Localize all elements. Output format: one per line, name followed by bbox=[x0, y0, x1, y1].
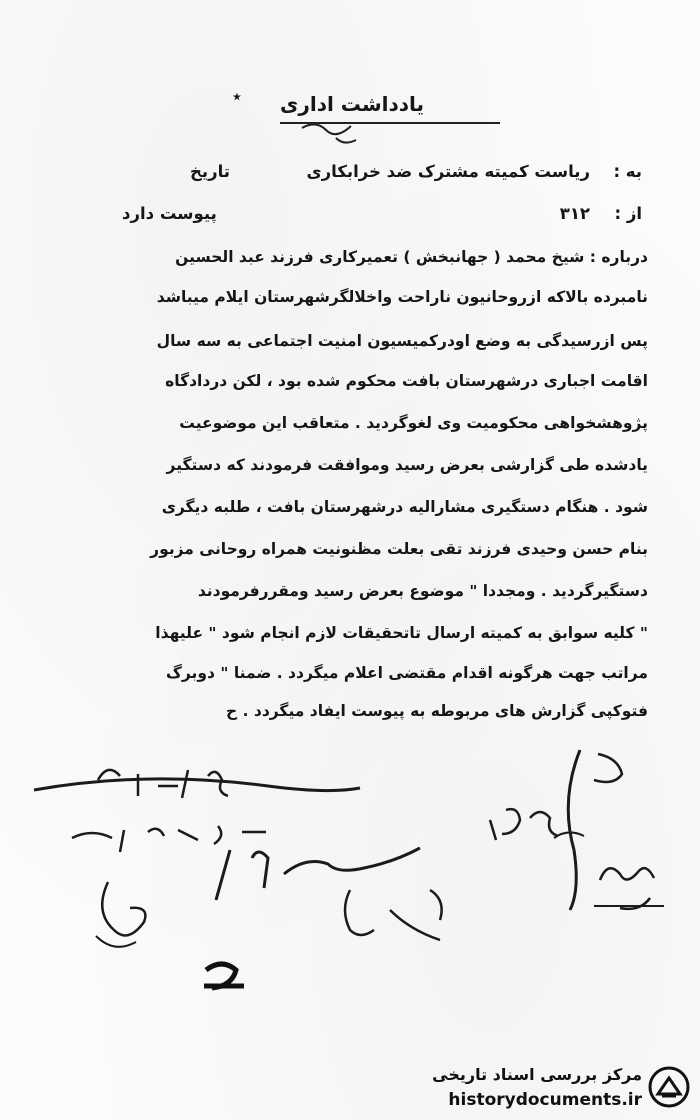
body-line: یادشده طی گزارشی بعرض رسید وموافقت فرمودند که دستگیر bbox=[166, 456, 648, 474]
body-line: پس ازرسیدگی به وضع اودرکمیسیون امنیت اجتماعی به سه سال bbox=[156, 332, 648, 350]
recipient-text: ریاست کمیته مشترک ضد خرابکاری bbox=[306, 162, 590, 181]
date-label: تاریخ bbox=[190, 162, 230, 181]
body-line: فتوکپی گزارش های مربوطه به پیوست ایفاد میگردد . ح bbox=[226, 702, 648, 720]
body-line: شود . هنگام دستگیری مشارالیه درشهرستان بافت ، طلبه دیگری bbox=[161, 498, 648, 516]
body-line: پژوهشخواهی محکومیت وی لغوگردید . متعاقب این موضوعیت bbox=[179, 414, 648, 432]
handwritten-initial-icon bbox=[590, 840, 670, 920]
book-stamp-icon bbox=[648, 1066, 690, 1108]
attachment-label: پیوست دارد bbox=[122, 204, 217, 223]
handwritten-referral-note-icon bbox=[200, 830, 480, 950]
body-line: درباره : شیخ محمد ( جهانبخش ) تعمیرکاری فرزند عبد الحسین bbox=[175, 248, 648, 266]
body-line: دستگیرگردید . ومجددا " موضوع بعرض رسید ومقررفرمودند bbox=[197, 582, 648, 600]
title-scribble-icon bbox=[296, 110, 376, 150]
from-label: از : bbox=[614, 204, 642, 223]
sender-number: ۳۱۲ bbox=[559, 204, 590, 223]
body-line: اقامت اجباری درشهرستان بافت محکوم شده بود ، لکن دردادگاه bbox=[165, 372, 648, 390]
document-title: یادداشت اداری bbox=[280, 92, 425, 116]
body-line: نامبرده بالاکه ازروحانیون ناراحت واخلالگرشهرستان ایلام میباشد bbox=[156, 288, 648, 306]
to-label: به : bbox=[613, 162, 642, 181]
body-line: " کلیه سوابق به کمیته ارسال تاتحقیقات لازم انجام شود " علیهذا bbox=[155, 624, 648, 642]
handwritten-margin-signature-icon bbox=[84, 876, 164, 966]
archive-name: مرکز بررسی اسناد تاریخی bbox=[432, 1065, 642, 1084]
body-line: بنام حسن وحیدی فرزند تقی بعلت مظنونیت همراه روحانی مزبور bbox=[150, 540, 648, 558]
archive-website: historydocuments.ir bbox=[448, 1090, 642, 1110]
body-line: مراتب جهت هرگونه اقدام مقتضی اعلام میگردد . ضمنا " دوبرگ bbox=[166, 664, 648, 682]
handwritten-mark-icon bbox=[196, 950, 256, 1000]
corner-mark-icon: ٭ bbox=[232, 86, 242, 107]
